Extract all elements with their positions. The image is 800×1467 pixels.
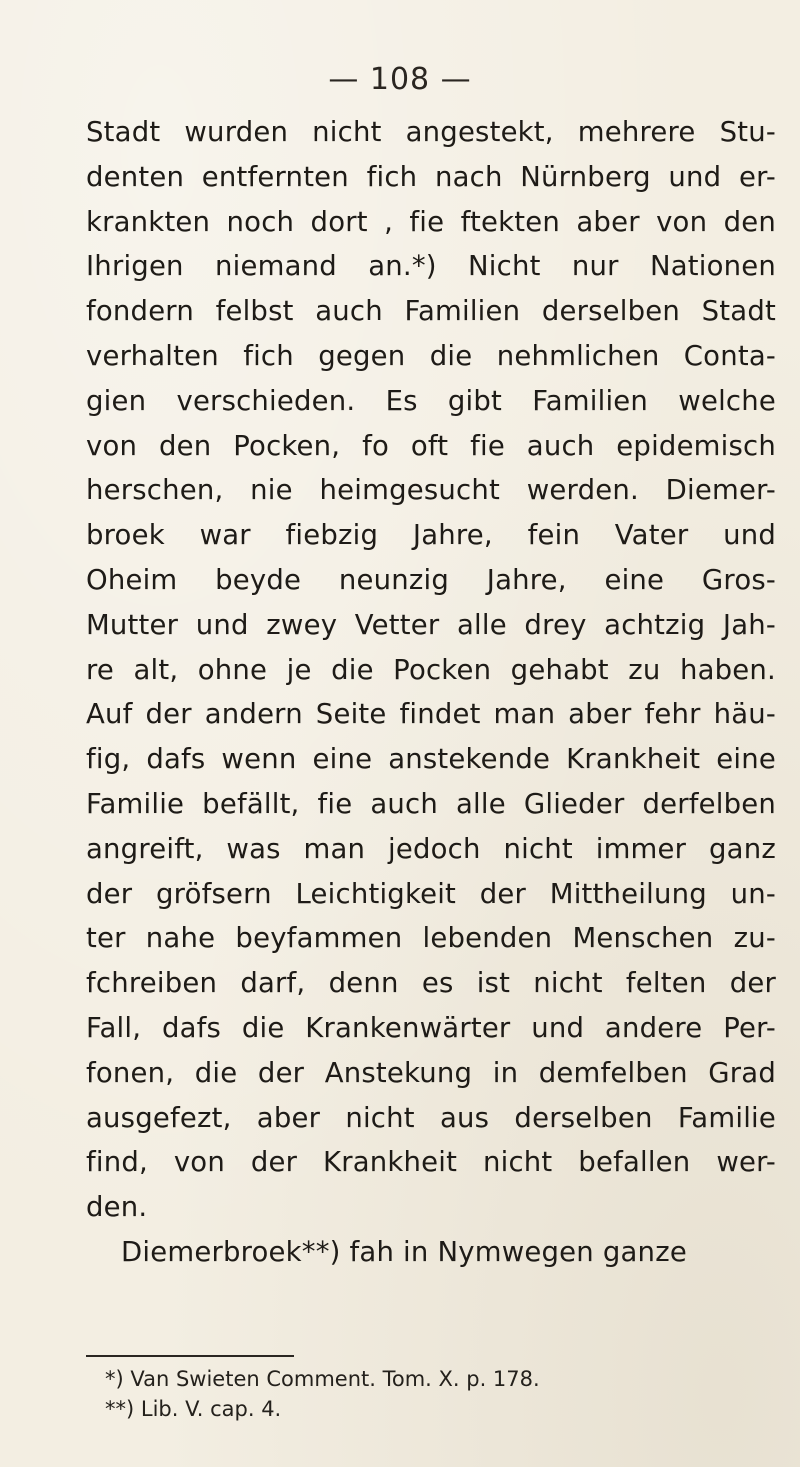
footnotes (105, 1364, 705, 1424)
footnote-rule (86, 1355, 294, 1357)
text-line: broek war fiebzig Jahre, fein Vater und (86, 519, 776, 552)
text-line: fonen, die der Anstekung in demfelben Grad (86, 1056, 776, 1089)
text-line: Oheim beyde neunzig Jahre, eine Gros- (86, 563, 776, 596)
text-line: fig, dafs wenn eine anstekende Krankheit eine (86, 743, 776, 776)
text-line: verhalten fich gegen die nehmlichen Conta- (86, 339, 776, 372)
paragraph-end-line: den. (86, 1191, 148, 1224)
text-line: denten entfernten fich nach Nürnberg und er- (86, 160, 776, 193)
text-line: re alt, ohne je die Pocken gehabt zu haben. (86, 653, 776, 686)
text-line: Familie befällt, fie auch alle Glieder derfelben (86, 787, 776, 820)
text-line: ausgefezt, aber nicht aus derselben Familie (86, 1101, 776, 1134)
footnote: **) Lib. V. cap. 4. (105, 1397, 282, 1421)
page-number: — 108 — (328, 62, 472, 97)
text-line: Stadt wurden nicht angestekt, mehrere Stu- (86, 116, 776, 148)
footnote: *) Van Swieten Comment. Tom. X. p. 178. (105, 1367, 540, 1391)
text-line: gien verschieden. Es gibt Familien welche (86, 384, 776, 417)
text-line: angreift, was man jedoch nicht immer ganz (86, 832, 776, 865)
text-line: Auf der andern Seite findet man aber fehr häu- (86, 698, 776, 731)
text-line: von den Pocken, fo oft fie auch epidemisch (86, 429, 776, 462)
text-line: Mutter und zwey Vetter alle drey achtzig Jah- (86, 608, 776, 641)
body-text (86, 110, 776, 1275)
text-line: krankten noch dort , fie ftekten aber von den (86, 205, 776, 238)
paragraph-start-line: Diemerbroek**) fah in Nymwegen ganze (121, 1235, 687, 1268)
text-line: Fall, dafs die Krankenwärter und andere Per- (86, 1011, 776, 1044)
text-line: ter nahe beyfammen lebenden Menschen zu- (86, 922, 776, 955)
text-line: herschen, nie heimgesucht werden. Diemer- (86, 474, 776, 507)
text-line: Ihrigen niemand an.*) Nicht nur Nationen (86, 250, 776, 283)
text-line: der gröfsern Leichtigkeit der Mittheilung un- (86, 877, 776, 910)
text-line: find, von der Krankheit nicht befallen wer- (86, 1146, 776, 1179)
text-line: fondern felbst auch Familien derselben Stadt (86, 295, 776, 328)
text-line: fchreiben darf, denn es ist nicht felten der (86, 967, 776, 1000)
